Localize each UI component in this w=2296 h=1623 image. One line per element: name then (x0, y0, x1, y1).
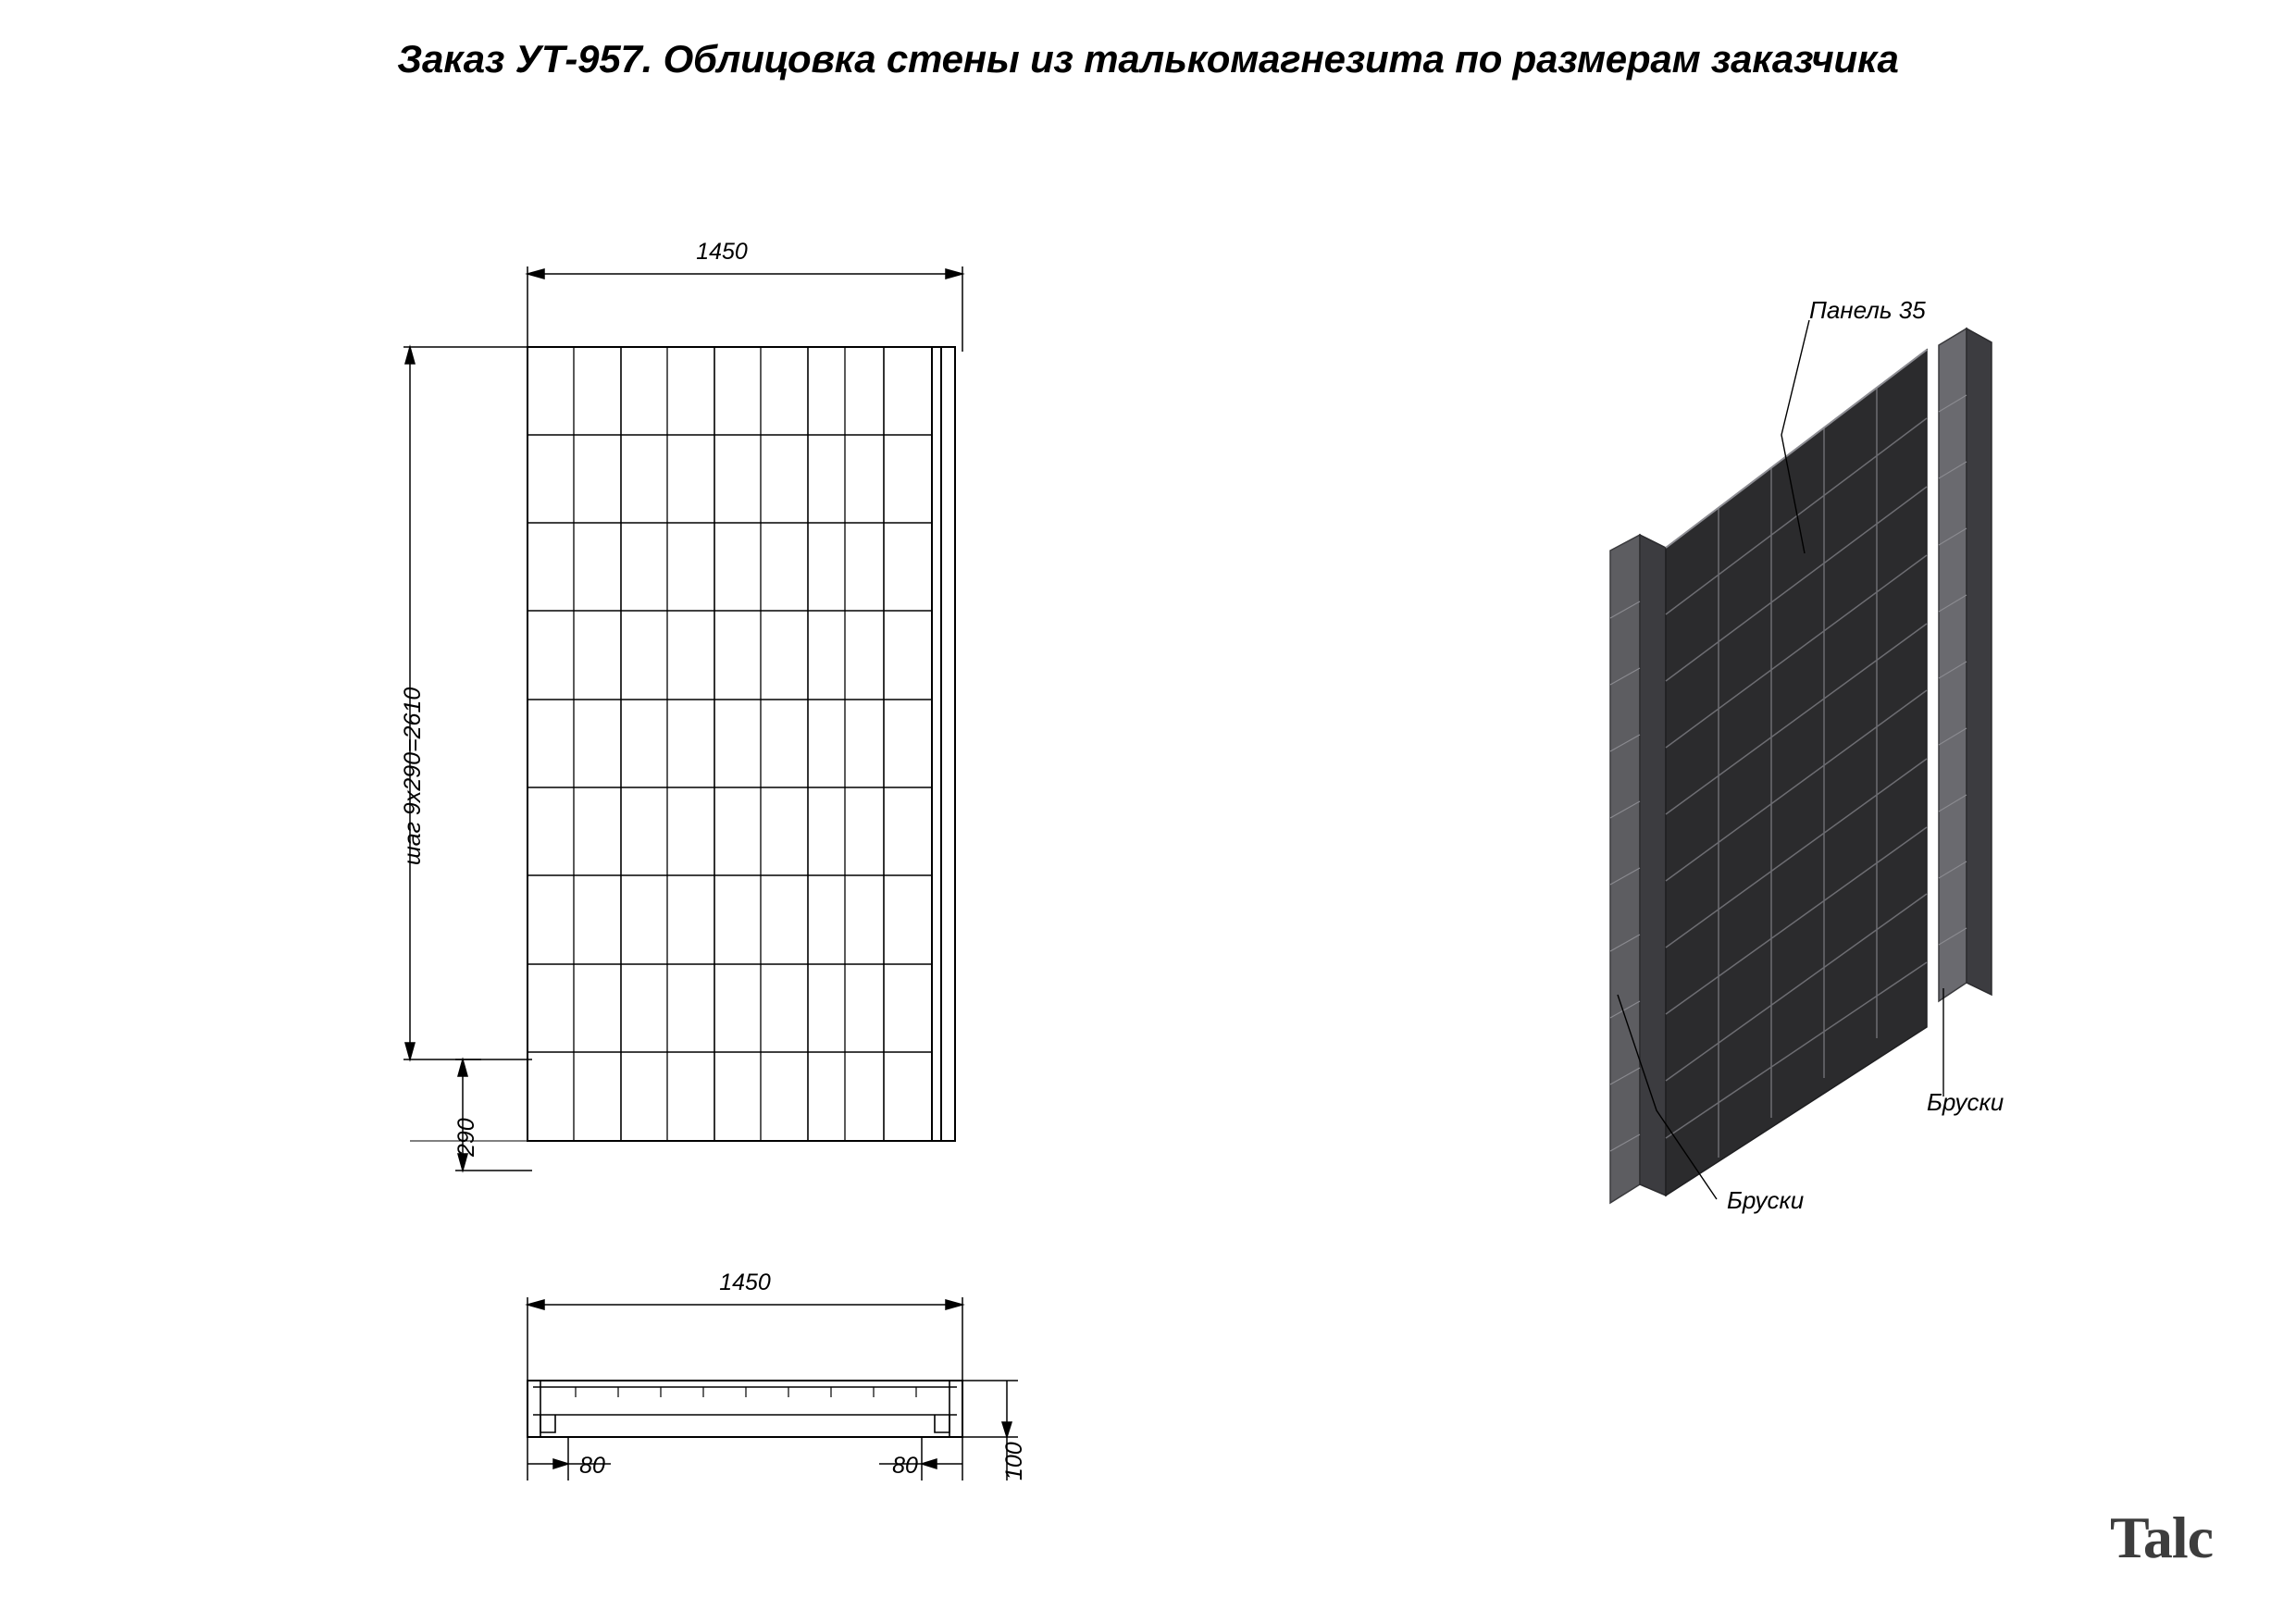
brand-logo-text: Talc (2110, 1505, 2213, 1570)
page-title: Заказ УТ-957. Облицовка стены из талькомагнезита по размерам заказчика (397, 37, 1899, 81)
plan-right-offset-label: 80 (892, 1453, 918, 1479)
iso-panel-label: Панель 35 (1809, 296, 1926, 324)
iso-panel-face (1666, 350, 1927, 1196)
iso-bars-right-label: Бруски (1927, 1088, 2004, 1116)
front-width-dimension (527, 266, 962, 352)
front-panel-outline (527, 347, 955, 1141)
iso-right-bar-side (1939, 328, 1967, 1001)
plan-view-group (527, 1381, 962, 1437)
front-height-dimension-label: шаг 9х290=2610 (400, 687, 426, 865)
iso-left-bar-face (1640, 535, 1666, 1196)
plan-left-offset-label: 80 (579, 1453, 605, 1479)
brand-logo (2110, 1504, 2213, 1572)
plan-width-dimension (527, 1297, 962, 1385)
iso-bars-left-label: Бруски (1727, 1186, 1805, 1214)
plan-thickness-label: 100 (1001, 1442, 1027, 1481)
plan-width-dimension-label: 1450 (719, 1270, 771, 1295)
iso-view-group (1610, 328, 1992, 1203)
front-row-dimension-label: 290 (453, 1118, 479, 1157)
front-width-dimension-label: 1450 (696, 239, 748, 265)
front-view-group (527, 347, 955, 1141)
iso-right-bar-face (1967, 328, 1992, 995)
iso-left-bar-side (1610, 535, 1640, 1203)
